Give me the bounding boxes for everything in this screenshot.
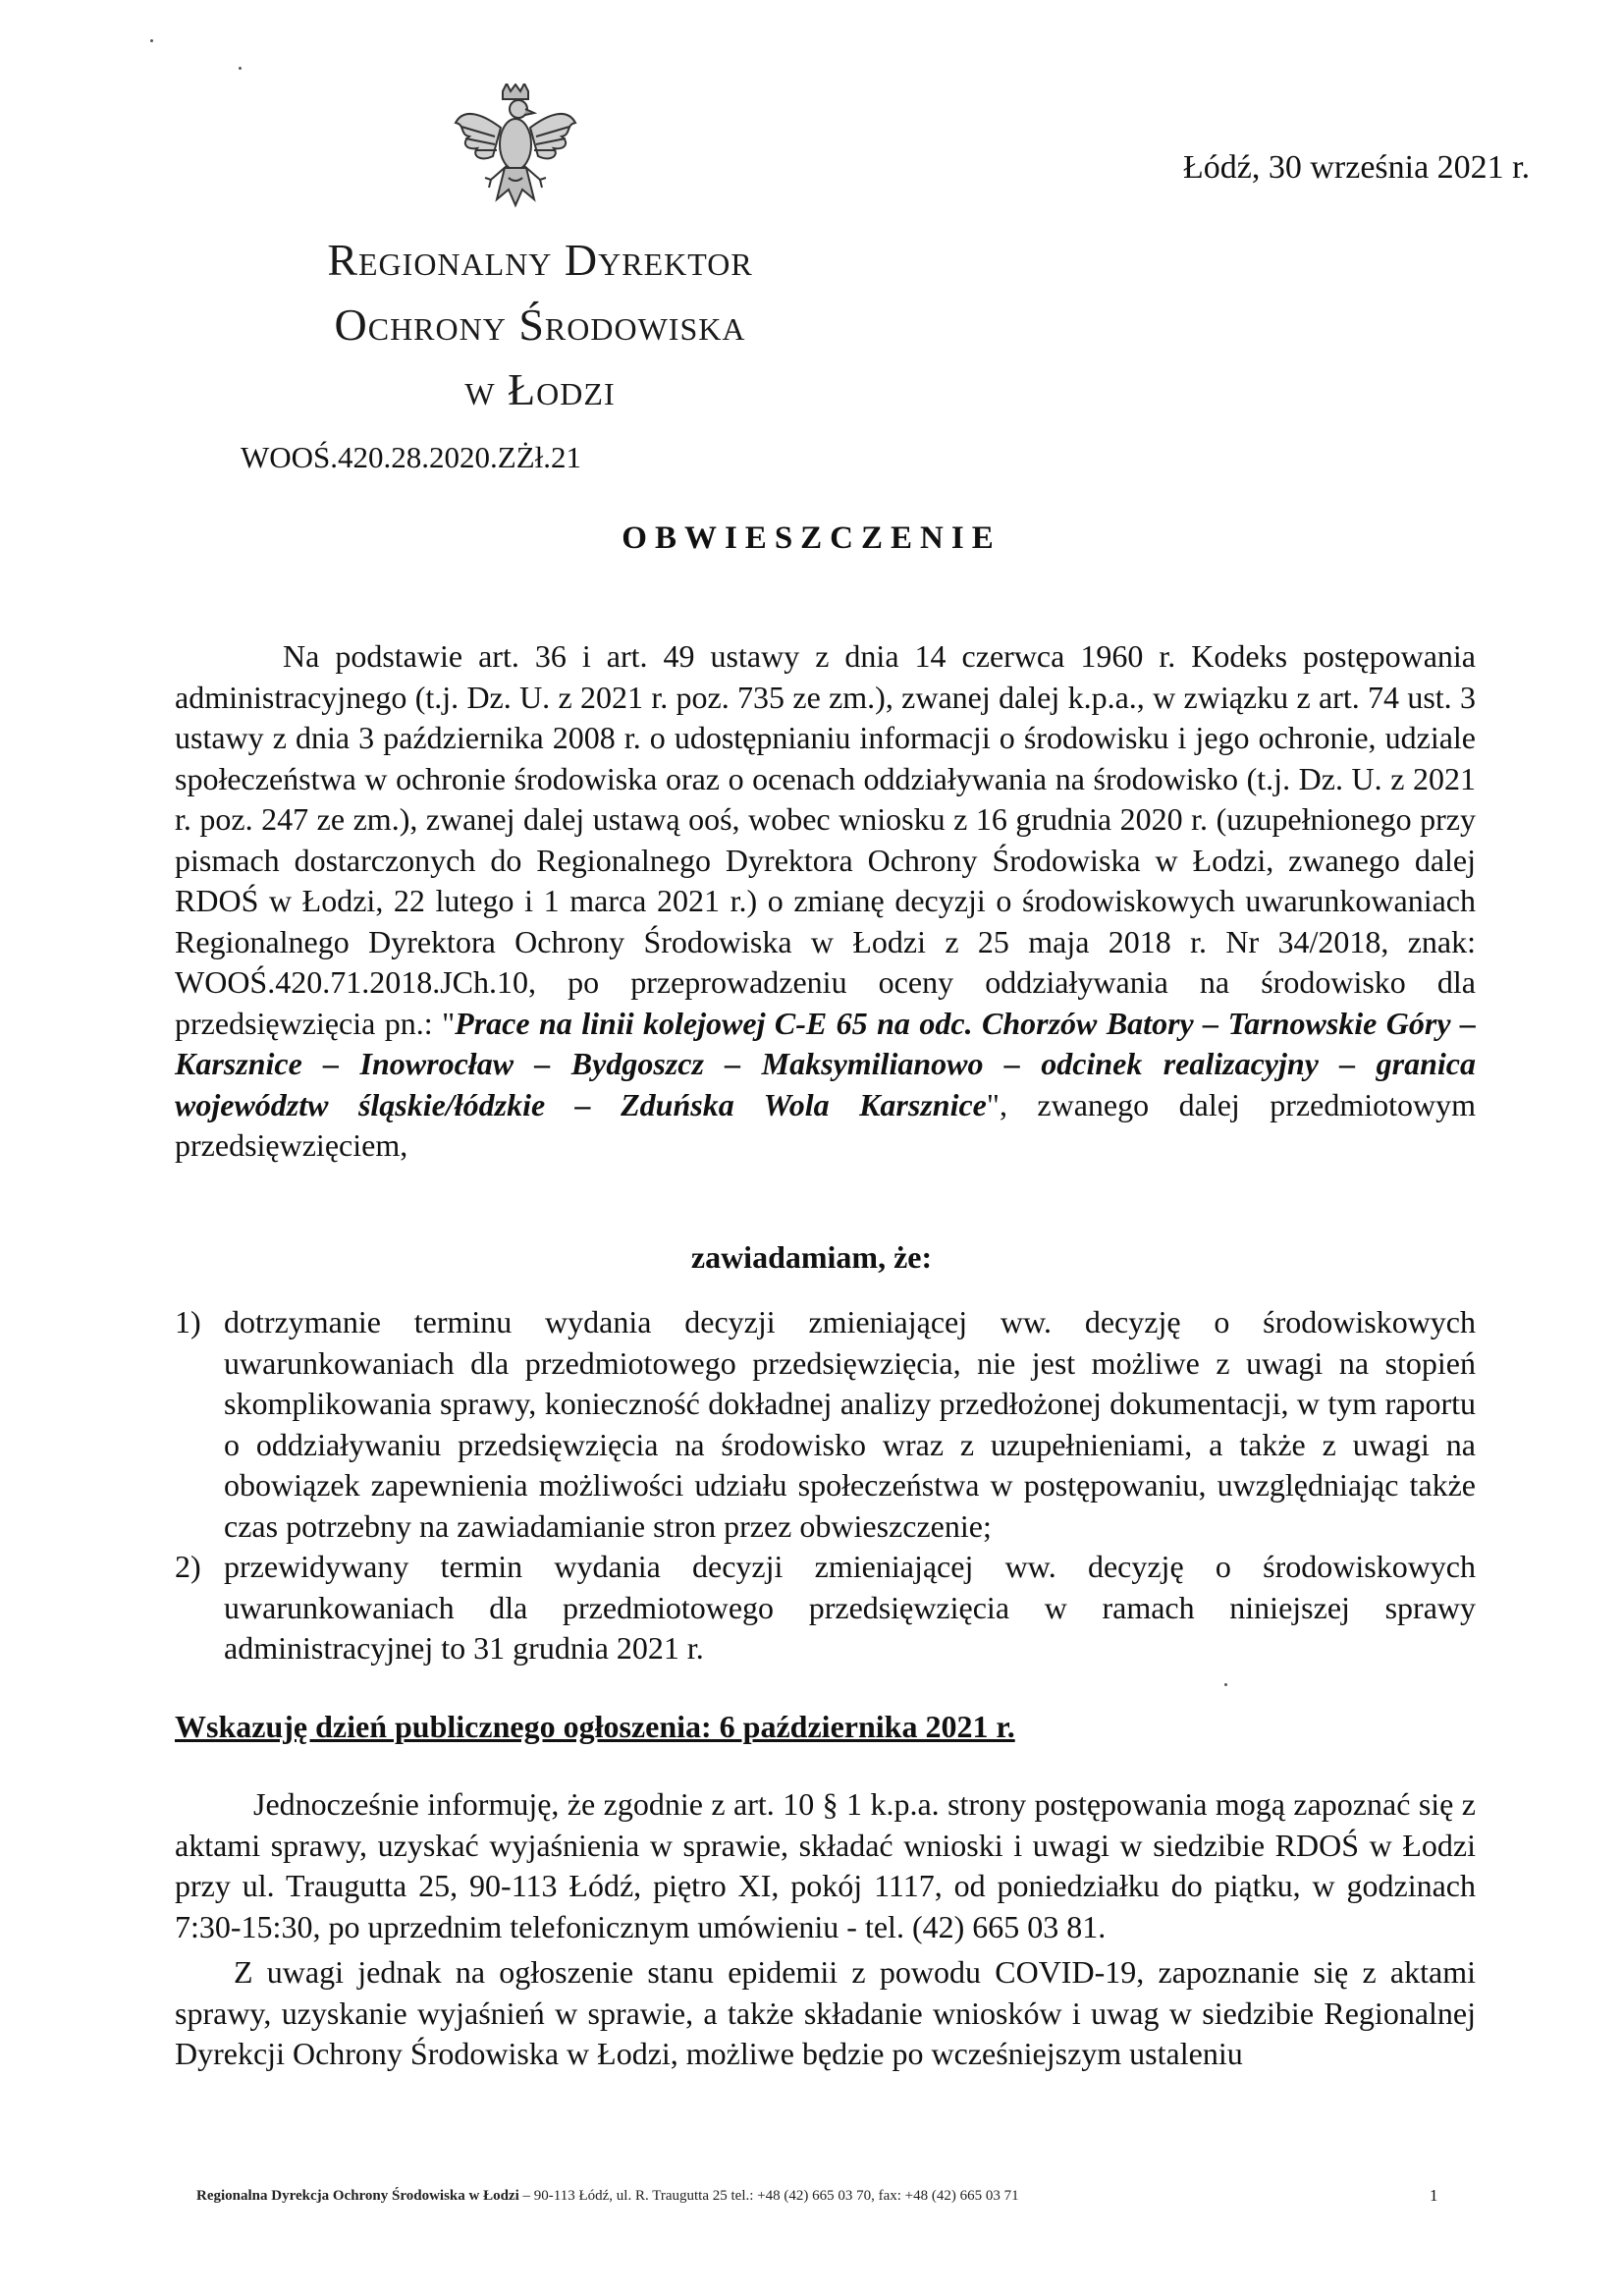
notify-heading: zawiadamiam, że: xyxy=(690,1239,933,1275)
project-name: Prace na linii kolejowej C-E 65 na odc. Chorzów Batory – Tarnowskie Góry – Karsznice – Inowrocław – Bydgoszcz – Maksymilianowo – odcinek realizacyjny – granica województw śląskie/łódzkie – Zduńska Wola Karsznice xyxy=(175,1005,1477,1122)
list-item xyxy=(175,1547,1476,1669)
list-item xyxy=(175,1302,1476,1547)
scan-speck xyxy=(239,67,242,70)
list-item-number: 2) xyxy=(175,1549,201,1584)
list-item-number: 1) xyxy=(175,1304,201,1339)
covid-paragraph: Z uwagi jednak na ogłoszenie stanu epidemii z powodu COVID-19, zapoznanie się z aktami sprawy, uzyskanie wyjaśnień w sprawie, a także składanie wniosków i uwag w siedzibie Regionalnej Dyrekcji Ochrony Środowiska w Łodzi, możliwe będzie po wcześniejszym ustaleniu xyxy=(175,1954,1476,2071)
list-item-text: przewidywany termin wydania decyzji zmieniającej ww. decyzję o środowiskowych uwarunkowaniach dla przedmiotowego przedsięwzięcia w ramach niniejszej sprawy administracyjnej to 31 grudnia 2021 r. xyxy=(224,1549,1476,1666)
authority-line-1: Regionalny Dyrektor xyxy=(327,235,753,285)
intro-paragraph xyxy=(175,636,1476,1167)
notice-list xyxy=(175,1302,1476,1669)
footer-org: Regionalna Dyrekcja Ochrony Środowiska w Łodzi xyxy=(196,2188,519,2204)
announcement-date: Wskazuję dzień publicznego ogłoszenia: 6 października 2021 r. xyxy=(175,1709,1015,1744)
case-reference: WOOŚ.420.28.2020.ZŻł.21 xyxy=(241,440,582,474)
scan-speck xyxy=(1224,1683,1227,1686)
footer-details: – 90-113 Łódź, ul. R. Traugutta 25 tel.: +48 (42) 665 03 70, fax: +48 (42) 665 03 71 xyxy=(518,2188,1019,2204)
issuing-authority xyxy=(226,228,854,422)
page-number: 1 xyxy=(1430,2186,1438,2205)
intro-text-after: ", zwanego dalej przedmiotowym przedsięwzięciem, xyxy=(175,1086,1477,1163)
list-item-text: dotrzymanie terminu wydania decyzji zmieniającej ww. decyzję o środowiskowych uwarunkowaniach dla przedmiotowego przedsięwzięcia, nie jest możliwe z uwagi na stopień skomplikowania sprawy, konieczność dokładnej analizy przedłożonej dokumentacji, w tym raportu o oddziaływaniu przedsięwzięcia na środowisko wraz z uzupełnieniami, a także z uwagi na obowiązek zapewnienia możliwości udziału społeczeństwa w postępowaniu, uwzględniając także czas potrzebny na zawiadamianie stron przez obwieszczenie; xyxy=(224,1304,1476,1544)
authority-line-3: w Łodzi xyxy=(464,364,616,414)
document-title: OBWIESZCZENIE xyxy=(622,520,1001,556)
footer xyxy=(196,2188,1019,2205)
polish-eagle-emblem-icon xyxy=(452,83,579,231)
access-paragraph: Jednocześnie informuję, że zgodnie z art. 10 § 1 k.p.a. strony postępowania mogą zapoznać się z aktami sprawy, uzyskać wyjaśnienia w sprawie, składać wnioski i uwagi w siedzibie RDOŚ w Łodzi przy ul. Traugutta 25, 90-113 Łódź, piętro XI, pokój 1117, od poniedziałku do piątku, w godzinach 7:30-15:30, po uprzednim telefonicznym umówieniu - tel. (42) 665 03 81. xyxy=(175,1786,1476,1944)
document-date: Łódź, 30 września 2021 r. xyxy=(1183,149,1531,186)
intro-text-before: Na podstawie art. 36 i art. 49 ustawy z dnia 14 czerwca 1960 r. Kodeks postępowania administracyjnego (t.j. Dz. U. z 2021 r. poz. 735 ze zm.), zwanej dalej k.p.a., w związku z art. 74 ust. 3 ustawy z dnia 3 października 2008 r. o udostępnianiu informacji o środowisku i jego ochronie, udziale społeczeństwa w ochronie środowiska oraz o ocenach oddziaływania na środowisko (t.j. Dz. U. z 2021 r. poz. 247 ze zm.), zwanej dalej ustawą ooś, wobec wniosku z 16 grudnia 2020 r. (uzupełnionego przy pismach dostarczonych do Regionalnego Dyrektora Ochrony Środowiska w Łodzi, zwanego dalej RDOŚ w Łodzi, 22 lutego i 1 marca 2021 r.) o zmianę decyzji o środowiskowych uwarunkowaniach Regionalnego Dyrektora Ochrony Środowiska w Łodzi z 25 maja 2018 r. Nr 34/2018, znak: WOOŚ.420.71.2018.JCh.10, po przeprowadzeniu oceny oddziaływania na środowisko dla przedsięwzięcia pn.: " xyxy=(175,638,1476,1041)
authority-line-2: Ochrony Środowiska xyxy=(334,300,746,350)
scan-speck xyxy=(150,39,153,42)
